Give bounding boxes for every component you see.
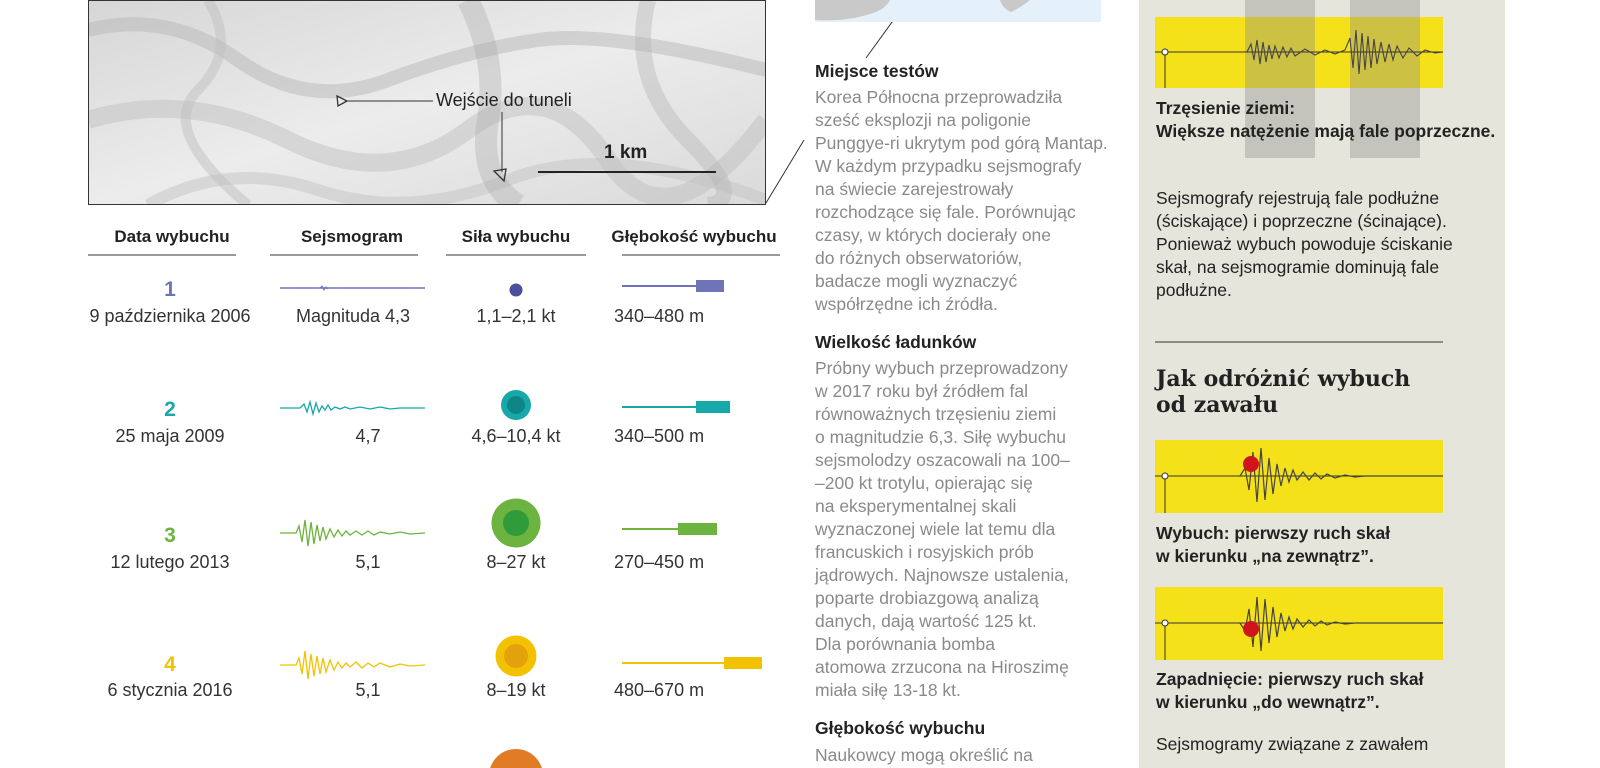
- row-4-strength-circle: [494, 634, 538, 678]
- explosion-seismogram: [1155, 440, 1445, 515]
- row-3-magnitude: 5,1: [355, 552, 381, 572]
- row-4-depth-bar: [620, 654, 770, 672]
- row-3-number: 3: [164, 524, 176, 547]
- charge-size-title: Wielkość ładunków: [815, 332, 977, 352]
- test-site-title: Miejsce testów: [815, 61, 939, 81]
- header-strength: Siła wybuchu: [461, 227, 571, 246]
- row-2-number: 2: [164, 398, 176, 421]
- row-4-depth: 480–670 m: [614, 680, 705, 700]
- row-1-strength-circle: [505, 279, 527, 301]
- relief-map: [88, 0, 766, 205]
- quake-caption: Trzęsienie ziemi: Większe natężenie mają fale poprzeczne.: [1156, 98, 1496, 141]
- depth-text-partial: Naukowcy mogą określić na: [815, 745, 1033, 765]
- depth-title: Głębokość wybuchu: [815, 718, 986, 738]
- collapse-seismogram: [1155, 587, 1445, 662]
- row-1-seismogram-trace: [280, 280, 430, 296]
- row-3-strength-circle: [490, 497, 542, 549]
- header-date: Data wybuchu: [114, 227, 230, 246]
- panel-divider: [1155, 340, 1445, 344]
- row-1-magnitude: Magnituda 4,3: [295, 306, 411, 326]
- row-1-depth: 340–480 m: [614, 306, 705, 326]
- header-underlines: [0, 250, 800, 260]
- row-4-magnitude: 5,1: [355, 680, 381, 700]
- row-1-strength: 1,1–2,1 kt: [476, 306, 556, 326]
- row-4-number: 4: [164, 653, 176, 676]
- row-3-depth-bar: [620, 520, 760, 538]
- row-1-depth-bar: [620, 278, 760, 296]
- collapse-caption: Zapadnięcie: pierwszy ruch skał w kierunku „do wewnątrz”.: [1156, 669, 1424, 712]
- header-depth: Głębokość wybuchu: [611, 227, 777, 246]
- row-2-seismogram-trace: [280, 398, 430, 418]
- distinguish-title: Jak odróżnić wybuch od zawału: [1156, 366, 1411, 418]
- row-2-strength-circle: [499, 388, 533, 422]
- explosion-caption: Wybuch: pierwszy ruch skał w kierunku „na zewnątrz”.: [1156, 523, 1391, 566]
- charge-size-text: Próbny wybuch przeprowadzony w 2017 roku był źródłem fal równoważnych trzęsieniu ziemi o magnitudzie 6,3. Siłę wybuchu sejsmolodzy oszacowali na 100– –200 kt trotylu, opierając się na eksperymentalnej skali wyznaczonej wiele lat temu dla francuskich i rosyjskich prób jądrowych. Najnowsze ustalenia, poparte drobiazgową analizą danych, dają wartość 125 kt. Dla porównania bomba atomowa zrzucona na Hiroszimę miała siłę 13-18 kt.: [815, 358, 1070, 700]
- row-3-date: 12 lutego 2013: [110, 552, 230, 572]
- leader-lines: [760, 0, 820, 210]
- row-4-seismogram-trace: [280, 648, 430, 682]
- collapse-text-partial: Sejsmogramy związane z zawałem: [1156, 734, 1429, 754]
- row-3-seismogram-trace: [280, 516, 430, 550]
- row-2-strength: 4,6–10,4 kt: [471, 426, 561, 446]
- header-seismogram: Sejsmogram: [300, 227, 404, 246]
- scale-label: 1 km: [604, 142, 648, 163]
- row-1-date: 9 października 2006: [89, 306, 251, 326]
- waves-explanation: Sejsmografy rejestrują fale podłużne (ściskające) i poprzeczne (ścinające). Ponieważ wybuch powoduje ściskanie skał, na sejsmogramie dominują fale podłużne.: [1156, 188, 1453, 300]
- row-1-number: 1: [164, 278, 176, 301]
- location-inset-map: [815, 0, 1101, 22]
- row-2-date: 25 maja 2009: [115, 426, 225, 446]
- tunnel-entrance-label: Wejście do tuneli: [436, 90, 572, 110]
- row-2-depth-bar: [620, 398, 760, 416]
- row-2-depth: 340–500 m: [614, 426, 705, 446]
- row-4-date: 6 stycznia 2016: [107, 680, 233, 700]
- test-site-text: Korea Północna przeprowadziła sześć eksplozji na poligonie Punggye-ri ukrytym pod górą Mantap. W każdym przypadku sejsmografy na świecie zarejestrowały rozchodzące się fale. Porównując czasy, w których docierały one do różnych obserwatoriów, badacze mogli wyznaczyć współrzędne ich źródła.: [815, 87, 1108, 314]
- row-5-strength-circle-partial: [488, 746, 544, 768]
- row-2-magnitude: 4,7: [355, 426, 381, 446]
- row-4-strength: 8–19 kt: [486, 680, 546, 700]
- row-3-depth: 270–450 m: [614, 552, 705, 572]
- row-3-strength: 8–27 kt: [486, 552, 546, 572]
